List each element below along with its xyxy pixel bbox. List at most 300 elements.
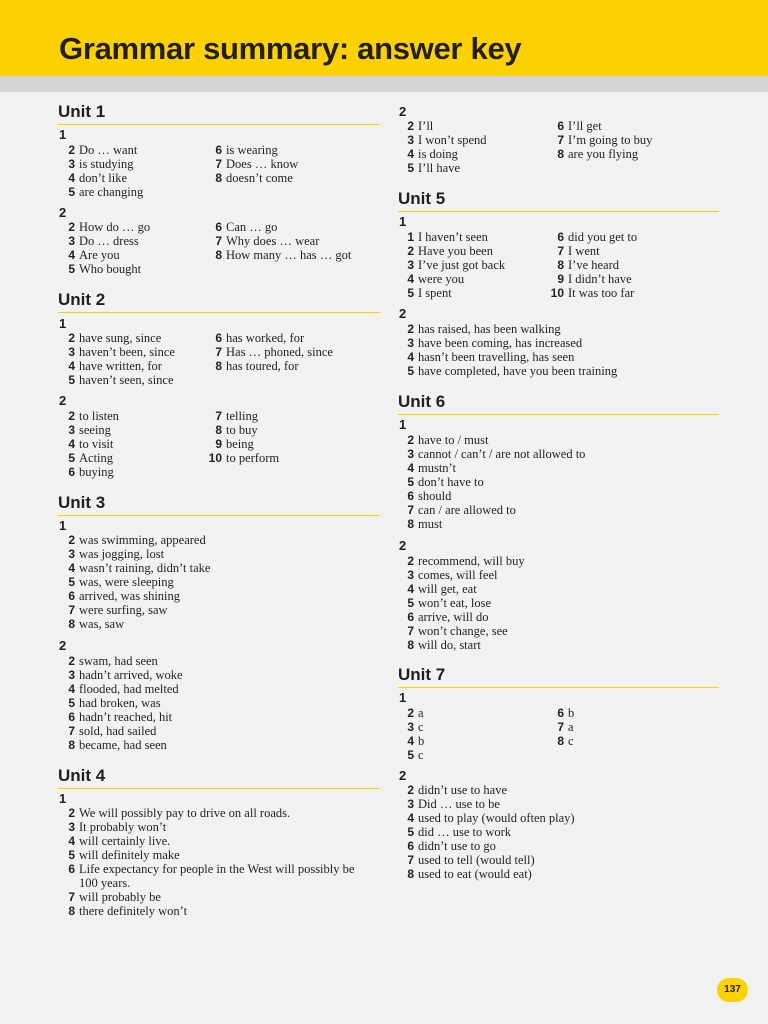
answer-text: recommend, will buy [418, 554, 525, 568]
answer-number: 6 [407, 610, 414, 624]
answer-text: have completed, have you been training [418, 364, 618, 378]
answer-number: 8 [68, 904, 75, 918]
unit-1-heading: Unit 1 [58, 102, 380, 125]
answer-item [58, 848, 369, 862]
answer-text: Have you been [418, 244, 493, 258]
answer-text: flooded, had melted [79, 682, 179, 696]
answer-text: are you flying [568, 147, 639, 161]
answer-item [398, 783, 507, 797]
answer-text: Does … know [226, 157, 299, 171]
answer-number: 7 [557, 244, 564, 258]
answer-number: 4 [407, 461, 414, 475]
answer-item [58, 345, 175, 359]
answer-text: cannot / can’t / are not allowed to [418, 447, 586, 461]
answer-number: 3 [407, 797, 414, 811]
answer-number: 2 [68, 143, 75, 157]
answer-text: c [418, 720, 424, 734]
answer-text: arrived, was shining [79, 589, 181, 603]
answer-text: hadn’t arrived, woke [79, 668, 183, 682]
answer-number: 7 [215, 234, 222, 248]
answer-item [398, 720, 424, 734]
answer-number: 2 [68, 331, 75, 345]
answer-item [58, 862, 369, 890]
answer-item [398, 147, 458, 161]
answer-text: had broken, was [79, 696, 161, 710]
answer-item [205, 409, 258, 423]
answer-text: don’t like [79, 171, 128, 185]
answer-text: did … use to work [418, 825, 512, 839]
answer-number: 6 [68, 465, 75, 479]
answer-item [398, 433, 488, 447]
exercise-number: 1 [59, 518, 67, 533]
answer-item [58, 738, 167, 752]
answer-text: wasn’t raining, didn’t take [79, 561, 211, 575]
answer-item [398, 244, 493, 258]
answer-text: used to eat (would eat) [418, 867, 532, 881]
answer-text: Life expectancy for people in the West will possibly be 100 years. [79, 862, 355, 890]
answer-text: must [418, 517, 443, 531]
answer-item [548, 734, 574, 748]
answer-number: 8 [215, 359, 222, 373]
answer-number: 8 [215, 248, 222, 262]
exercise-number: 1 [399, 690, 407, 705]
answer-number: 7 [557, 133, 564, 147]
answer-text: has toured, for [226, 359, 299, 373]
answer-number: 4 [68, 561, 75, 575]
unit-6-heading: Unit 6 [398, 392, 719, 415]
answer-text: was, saw [79, 617, 125, 631]
answer-item [398, 825, 511, 839]
answer-item [205, 220, 277, 234]
answer-text: I’ve just got back [418, 258, 506, 272]
answer-item [58, 331, 161, 345]
answer-item [58, 143, 137, 157]
answer-item [58, 262, 141, 276]
answer-number: 9 [215, 437, 222, 451]
answer-text: We will possibly pay to drive on all roads. [79, 806, 291, 820]
answer-item [548, 258, 619, 272]
answer-number: 2 [68, 654, 75, 668]
answer-text: buying [79, 465, 114, 479]
answer-number: 5 [68, 451, 75, 465]
answer-item [58, 820, 369, 834]
answer-number: 3 [407, 447, 414, 461]
answer-item [398, 503, 516, 517]
answer-item [398, 853, 535, 867]
answer-text: I’m going to buy [568, 133, 653, 147]
answer-text: will do, start [418, 638, 481, 652]
answer-text: I’ll get [568, 119, 602, 133]
answer-text: Did … use to be [418, 797, 500, 811]
answer-number: 3 [407, 720, 414, 734]
unit-7-heading: Unit 7 [398, 665, 719, 688]
answer-number: 5 [407, 475, 414, 489]
page-title: Grammar summary: answer key [59, 31, 522, 66]
answer-item [205, 248, 351, 262]
answer-number: 3 [407, 258, 414, 272]
answer-number: 3 [407, 133, 414, 147]
answer-number: 10 [550, 286, 564, 300]
answer-item [205, 423, 258, 437]
answer-item [205, 171, 293, 185]
answer-text: c [418, 748, 424, 762]
answer-text: to buy [226, 423, 258, 437]
answer-number: 7 [215, 345, 222, 359]
answer-text: didn’t use to have [418, 783, 507, 797]
answer-text: will probably be [79, 890, 161, 904]
answer-text: I didn’t have [568, 272, 632, 286]
answer-item [398, 867, 532, 881]
answer-text: haven’t seen, since [79, 373, 174, 387]
answer-text: used to tell (would tell) [418, 853, 535, 867]
answer-number: 5 [407, 364, 414, 378]
answer-item [398, 272, 464, 286]
answer-text: swam, had seen [79, 654, 158, 668]
answer-item [548, 133, 652, 147]
answer-number: 6 [407, 489, 414, 503]
answer-number: 5 [68, 575, 75, 589]
answer-number: 7 [407, 503, 414, 517]
answer-number: 2 [407, 244, 414, 258]
answer-number: 8 [407, 517, 414, 531]
answer-item [398, 582, 477, 596]
answer-text: Do … want [79, 143, 138, 157]
answer-item [548, 244, 600, 258]
answer-item [205, 157, 298, 171]
answer-item [398, 748, 424, 762]
answer-item [58, 589, 180, 603]
unit-2-heading: Unit 2 [58, 290, 380, 313]
answer-number: 8 [407, 867, 414, 881]
answer-number: 5 [407, 748, 414, 762]
answer-number: 3 [407, 336, 414, 350]
answer-item [398, 596, 491, 610]
answer-item [398, 258, 505, 272]
answer-text: b [568, 706, 575, 720]
answer-text: hasn’t been travelling, has seen [418, 350, 575, 364]
answer-item [398, 350, 574, 364]
answer-number: 4 [68, 682, 75, 696]
exercise-number: 1 [59, 316, 67, 331]
answer-item [398, 364, 617, 378]
answer-text: How many … has … got [226, 248, 352, 262]
answer-number: 4 [407, 734, 414, 748]
answer-item [398, 554, 525, 568]
answer-number: 1 [407, 230, 414, 244]
answer-item [205, 451, 279, 465]
answer-text: I’ll [418, 119, 434, 133]
answer-item [58, 617, 124, 631]
answer-text: hadn’t reached, hit [79, 710, 173, 724]
answer-text: was swimming, appeared [79, 533, 206, 547]
answer-number: 6 [215, 220, 222, 234]
answer-item [58, 171, 127, 185]
answer-number: 7 [407, 624, 414, 638]
answer-number: 3 [68, 345, 75, 359]
answer-text: can / are allowed to [418, 503, 516, 517]
answer-item [548, 706, 574, 720]
answer-number: 2 [407, 119, 414, 133]
answer-text: Can … go [226, 220, 278, 234]
answer-text: Are you [79, 248, 120, 262]
answer-number: 2 [68, 533, 75, 547]
answer-text: It probably won’t [79, 820, 167, 834]
answer-text: Acting [79, 451, 114, 465]
exercise-number: 2 [399, 104, 407, 119]
answer-text: arrive, will do [418, 610, 489, 624]
answer-number: 8 [557, 258, 564, 272]
answer-text: were you [418, 272, 465, 286]
answer-number: 6 [557, 230, 564, 244]
answer-item [58, 220, 150, 234]
exercise-number: 2 [59, 205, 67, 220]
answer-item [398, 839, 496, 853]
answer-item [58, 409, 119, 423]
exercise-number: 2 [399, 538, 407, 553]
answer-item [58, 561, 210, 575]
answer-text: a [418, 706, 424, 720]
answer-item [398, 706, 424, 720]
answer-number: 6 [557, 119, 564, 133]
answer-item [58, 533, 206, 547]
answer-text: I haven’t seen [418, 230, 488, 244]
answer-item [58, 359, 162, 373]
answer-item [398, 447, 585, 461]
answer-number: 9 [557, 272, 564, 286]
answer-text: is doing [418, 147, 458, 161]
answer-item [58, 423, 111, 437]
answer-item [548, 147, 638, 161]
answer-number: 3 [68, 547, 75, 561]
answer-item [205, 345, 333, 359]
answer-number: 2 [407, 554, 414, 568]
answer-text: Has … phoned, since [226, 345, 333, 359]
answer-text: Do … dress [79, 234, 139, 248]
answer-number: 8 [407, 638, 414, 652]
answer-text: telling [226, 409, 258, 423]
answer-number: 4 [68, 171, 75, 185]
answer-item [398, 336, 582, 350]
answer-number: 3 [407, 568, 414, 582]
answer-number: 4 [407, 147, 414, 161]
answer-number: 3 [68, 157, 75, 171]
answer-number: 6 [407, 839, 414, 853]
answer-text: should [418, 489, 452, 503]
answer-item [58, 724, 156, 738]
answer-text: has worked, for [226, 331, 305, 345]
answer-item [398, 322, 561, 336]
answer-number: 2 [407, 706, 414, 720]
header-band [0, 0, 768, 76]
answer-item [205, 143, 278, 157]
answer-number: 5 [68, 696, 75, 710]
answer-text: c [568, 734, 574, 748]
answer-item [58, 185, 143, 199]
exercise-number: 1 [59, 791, 67, 806]
answer-number: 8 [68, 617, 75, 631]
answer-item [58, 806, 369, 820]
answer-item [205, 331, 304, 345]
answer-item [205, 359, 299, 373]
answer-item [398, 461, 456, 475]
answer-number: 7 [407, 853, 414, 867]
answer-item [58, 234, 139, 248]
answer-number: 5 [407, 825, 414, 839]
answer-item [58, 248, 120, 262]
answer-number: 7 [68, 603, 75, 617]
answer-text: I’ve heard [568, 258, 620, 272]
answer-item [58, 451, 113, 465]
answer-item [58, 890, 369, 904]
answer-number: 8 [557, 147, 564, 161]
answer-number: 6 [68, 589, 75, 603]
answer-number: 5 [68, 185, 75, 199]
answer-item [58, 682, 179, 696]
exercise-number: 1 [59, 127, 67, 142]
answer-text: have sung, since [79, 331, 162, 345]
answer-text: Who bought [79, 262, 142, 276]
answer-number: 3 [68, 820, 75, 834]
answer-item [58, 373, 174, 387]
answer-number: 5 [407, 161, 414, 175]
answer-item [58, 465, 114, 479]
answer-number: 6 [215, 331, 222, 345]
answer-number: 4 [68, 359, 75, 373]
answer-number: 8 [557, 734, 564, 748]
answer-number: 10 [208, 451, 222, 465]
answer-text: was, were sleeping [79, 575, 174, 589]
answer-text: How do … go [79, 220, 151, 234]
exercise-number: 1 [399, 417, 407, 432]
answer-text: did you get to [568, 230, 638, 244]
exercise-number: 2 [59, 393, 67, 408]
answer-number: 4 [407, 272, 414, 286]
answer-number: 5 [68, 373, 75, 387]
answer-number: 4 [68, 248, 75, 262]
answer-text: I won’t spend [418, 133, 487, 147]
answer-text: will get, eat [418, 582, 477, 596]
answer-number: 7 [557, 720, 564, 734]
answer-item [398, 797, 500, 811]
answer-number: 6 [557, 706, 564, 720]
answer-number: 7 [215, 409, 222, 423]
answer-text: to visit [79, 437, 114, 451]
answer-text: to listen [79, 409, 119, 423]
answer-item [398, 811, 575, 825]
answer-item [398, 133, 487, 147]
exercise-number: 2 [59, 638, 67, 653]
answer-item [548, 230, 637, 244]
answer-text: is studying [79, 157, 134, 171]
answer-text: have to / must [418, 433, 489, 447]
answer-item [398, 638, 481, 652]
answer-text: a [568, 720, 574, 734]
answer-item [398, 286, 452, 300]
answer-text: comes, will feel [418, 568, 498, 582]
answer-item [398, 610, 488, 624]
answer-number: 2 [68, 409, 75, 423]
unit-5-heading: Unit 5 [398, 189, 719, 212]
answer-number: 6 [68, 862, 75, 876]
answer-number: 5 [68, 848, 75, 862]
answer-text: were surfing, saw [79, 603, 168, 617]
answer-text: haven’t been, since [79, 345, 175, 359]
answer-number: 2 [407, 783, 414, 797]
answer-text: Why does … wear [226, 234, 320, 248]
answer-item [58, 157, 134, 171]
answer-number: 2 [407, 433, 414, 447]
answer-text: to perform [226, 451, 280, 465]
answer-text: was jogging, lost [79, 547, 165, 561]
answer-number: 5 [407, 286, 414, 300]
exercise-number: 1 [399, 214, 407, 229]
page-number: 137 [717, 978, 748, 1002]
answer-item [548, 720, 574, 734]
answer-item [398, 161, 460, 175]
answer-item [398, 475, 484, 489]
answer-number: 4 [407, 350, 414, 364]
answer-item [58, 696, 161, 710]
answer-text: I spent [418, 286, 452, 300]
answer-item [205, 234, 319, 248]
answer-number: 2 [68, 220, 75, 234]
answer-text: has raised, has been walking [418, 322, 561, 336]
answer-number: 5 [407, 596, 414, 610]
header-divider [0, 76, 768, 92]
answer-number: 3 [68, 234, 75, 248]
answer-text: being [226, 437, 254, 451]
answer-number: 7 [215, 157, 222, 171]
answer-item [58, 603, 168, 617]
answer-item [398, 230, 488, 244]
answer-item [58, 654, 158, 668]
answer-text: will certainly live. [79, 834, 171, 848]
answer-text: I’ll have [418, 161, 460, 175]
answer-item [548, 272, 632, 286]
answer-text: seeing [79, 423, 111, 437]
answer-item [398, 517, 442, 531]
answer-text: don’t have to [418, 475, 484, 489]
answer-text: b [418, 734, 425, 748]
answer-number: 7 [68, 724, 75, 738]
answer-item [548, 119, 602, 133]
answer-text: mustn’t [418, 461, 456, 475]
answer-number: 8 [215, 171, 222, 185]
answer-number: 4 [68, 834, 75, 848]
answer-text: doesn’t come [226, 171, 293, 185]
answer-item [58, 668, 183, 682]
answer-item [58, 710, 172, 724]
answer-text: won’t eat, lose [418, 596, 492, 610]
answer-text: is wearing [226, 143, 278, 157]
answer-number: 6 [68, 710, 75, 724]
answer-number: 8 [68, 738, 75, 752]
answer-text: will definitely make [79, 848, 180, 862]
answer-number: 3 [68, 423, 75, 437]
answer-text: I went [568, 244, 600, 258]
answer-item [398, 568, 498, 582]
answer-number: 6 [215, 143, 222, 157]
answer-text: used to play (would often play) [418, 811, 575, 825]
answer-item [398, 489, 451, 503]
answer-text: have been coming, has increased [418, 336, 583, 350]
answer-number: 5 [68, 262, 75, 276]
answer-text: became, had seen [79, 738, 167, 752]
answer-text: didn’t use to go [418, 839, 496, 853]
answer-text: have written, for [79, 359, 162, 373]
answer-text: there definitely won’t [79, 904, 188, 918]
answer-text: won’t change, see [418, 624, 508, 638]
